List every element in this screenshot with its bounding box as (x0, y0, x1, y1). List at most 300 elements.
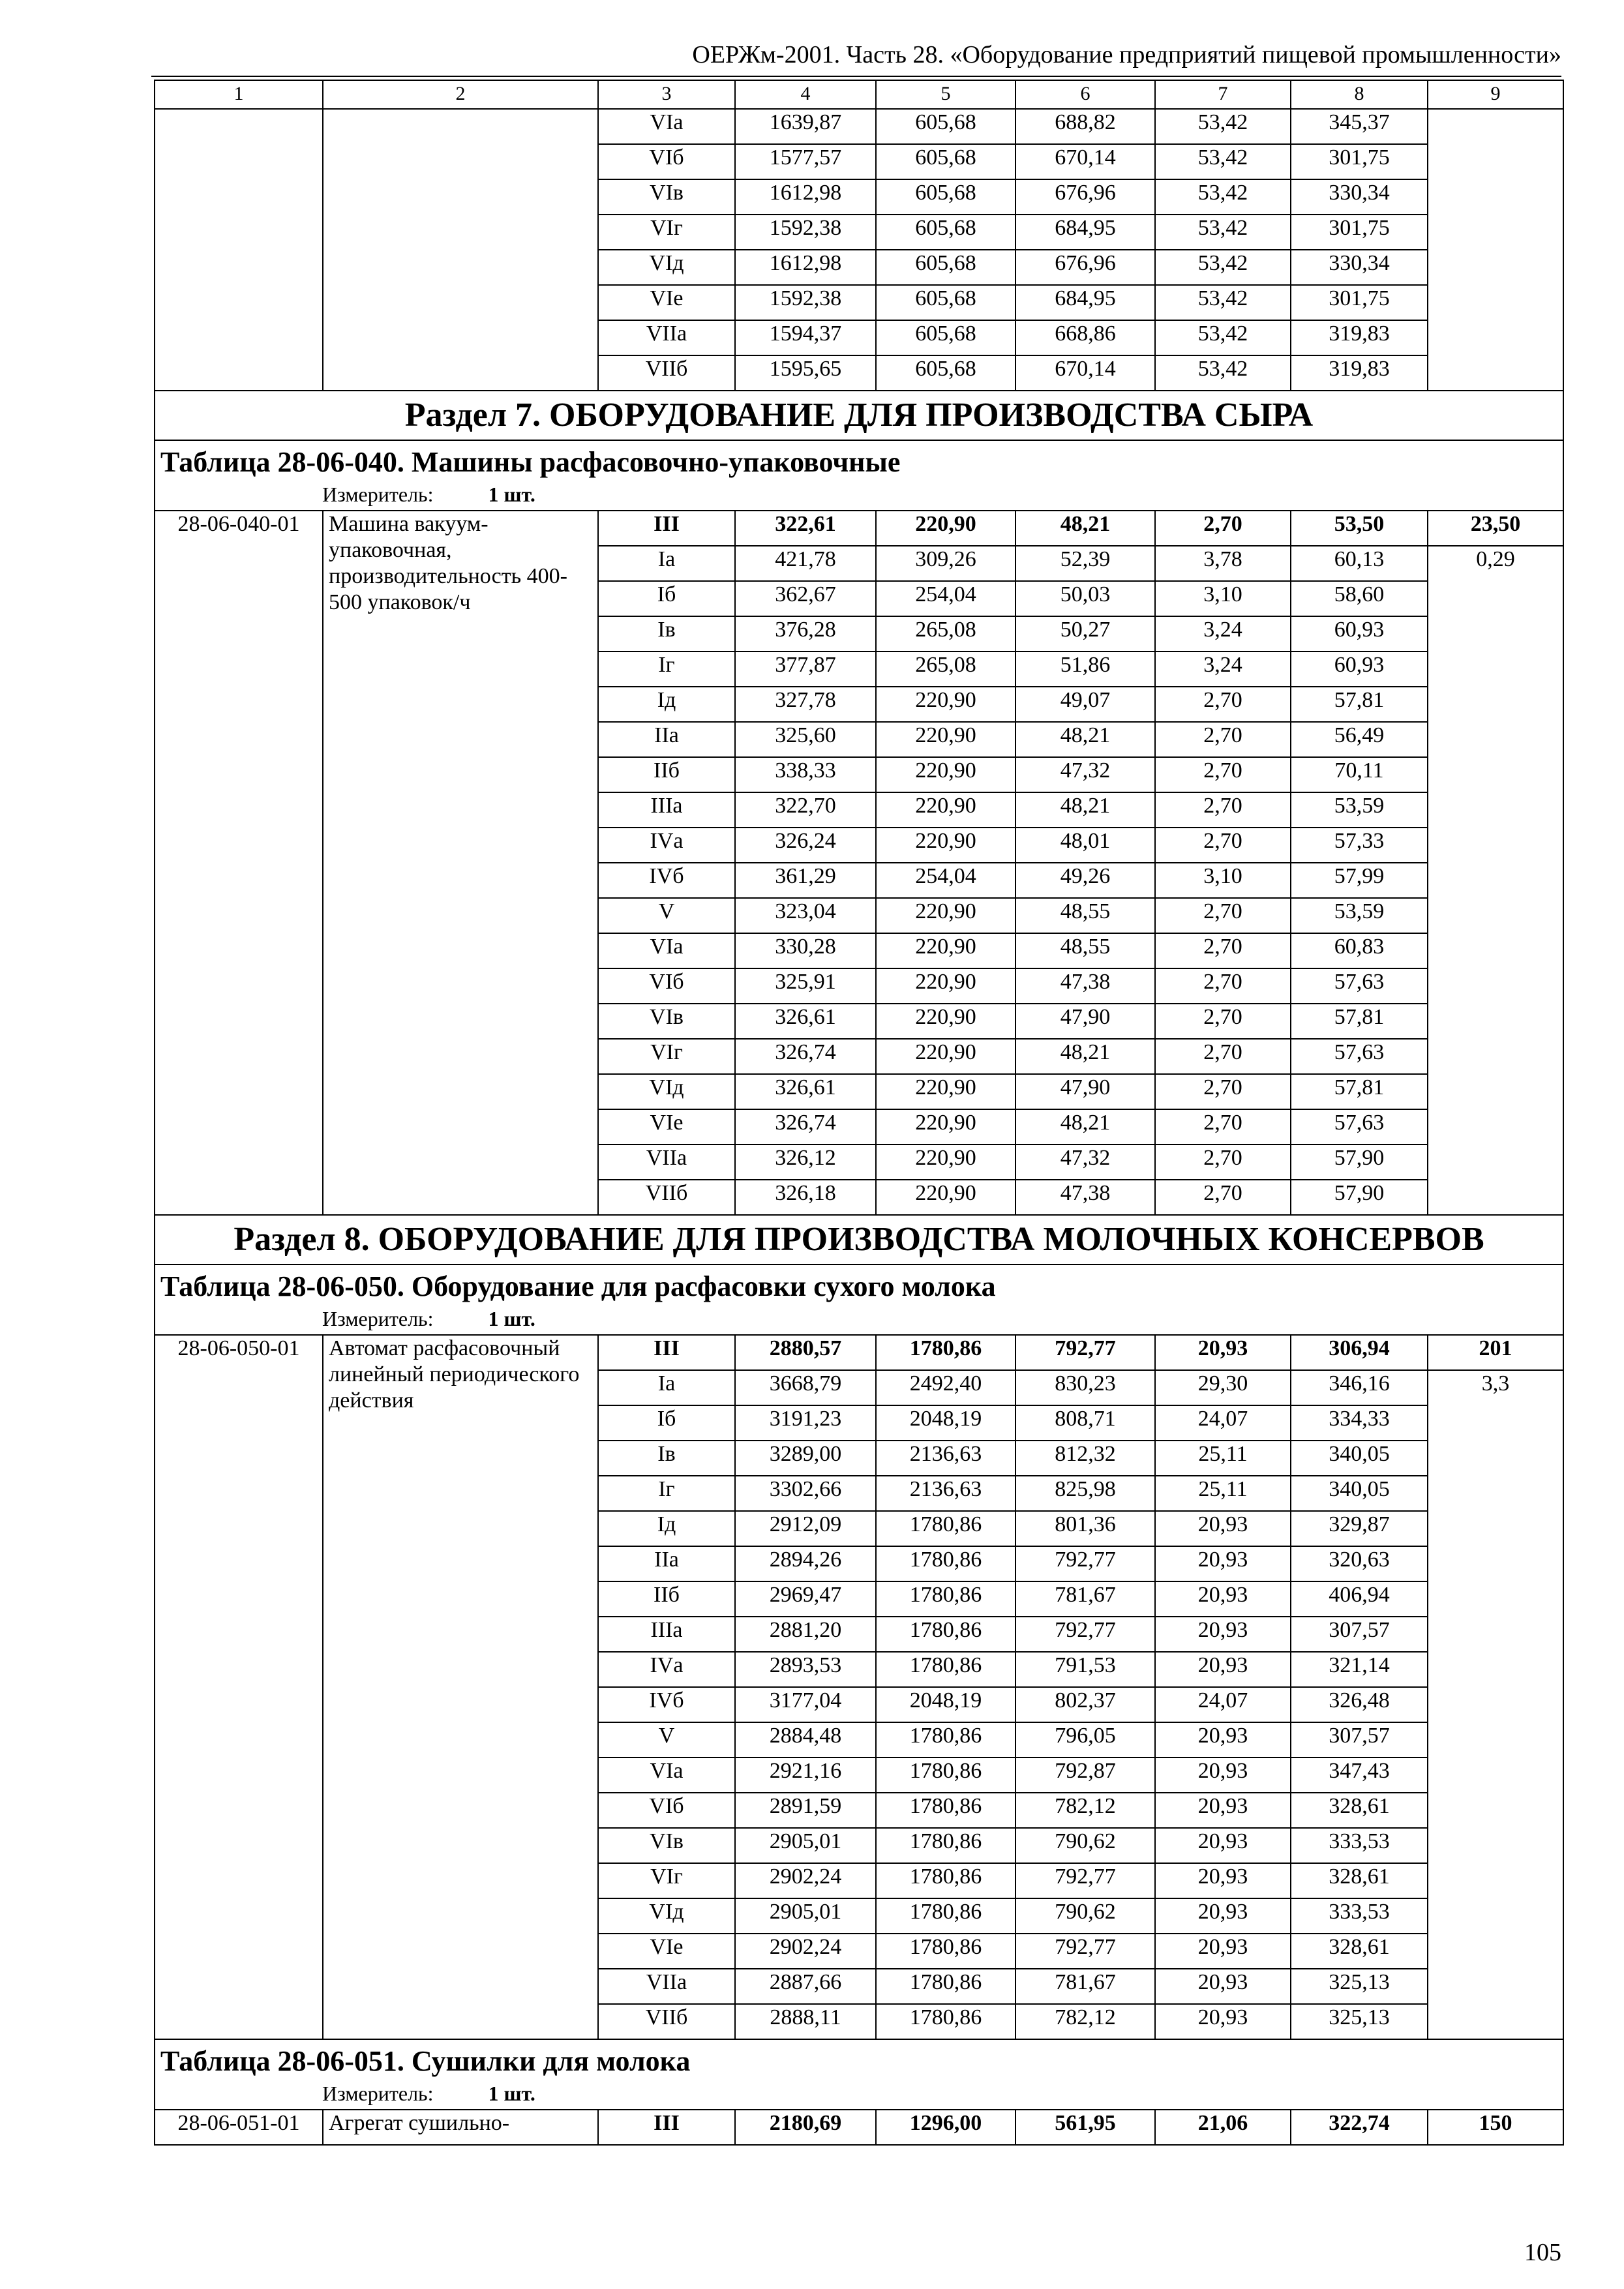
value-cell: 781,67 (1015, 1581, 1155, 1617)
region-cell: IIIа (598, 1617, 735, 1652)
value-cell: 220,90 (876, 722, 1015, 757)
value-cell: 1296,00 (876, 2110, 1015, 2145)
value-cell: 2136,63 (876, 1441, 1015, 1476)
region-cell: IVб (598, 863, 735, 898)
value-cell: 20,93 (1155, 1722, 1291, 1758)
value-cell: 307,57 (1291, 1617, 1428, 1652)
region-cell: Iб (598, 1405, 735, 1441)
value-cell: 670,14 (1015, 144, 1155, 179)
value-cell: 3302,66 (735, 1476, 876, 1511)
value-cell: 20,93 (1155, 1617, 1291, 1652)
section-title: Раздел 7. ОБОРУДОВАНИЕ ДЛЯ ПРОИЗВОДСТВА СЫРА (155, 391, 1563, 440)
value-cell: 220,90 (876, 511, 1015, 546)
value-cell: 321,14 (1291, 1652, 1428, 1687)
value-cell: 668,86 (1015, 320, 1155, 355)
region-cell: VIд (598, 1074, 735, 1109)
value-cell: 340,05 (1291, 1441, 1428, 1476)
value-cell: 325,13 (1291, 2004, 1428, 2039)
col9-cell: 0,29 (1428, 546, 1563, 1215)
value-cell: 220,90 (876, 1074, 1015, 1109)
table-title-row (155, 440, 1563, 481)
code-cell: 28-06-051-01 (155, 2110, 323, 2145)
unit-value: 1 шт. (488, 1307, 535, 1330)
value-cell: 676,96 (1015, 179, 1155, 215)
value-cell: 1595,65 (735, 355, 876, 391)
value-cell: 57,63 (1291, 1039, 1428, 1074)
region-cell: VIIа (598, 320, 735, 355)
value-cell: 2,70 (1155, 898, 1291, 933)
value-cell: 20,93 (1155, 1511, 1291, 1546)
value-cell: 2,70 (1155, 757, 1291, 792)
value-cell: 301,75 (1291, 215, 1428, 250)
value-cell: 406,94 (1291, 1581, 1428, 1617)
value-cell: 323,04 (735, 898, 876, 933)
name-cell: Машина вакуум-упаковочная, производительность 400-500 упаковок/ч (323, 511, 598, 1215)
value-cell: 792,87 (1015, 1758, 1155, 1793)
value-cell: 2,70 (1155, 968, 1291, 1004)
value-cell: 421,78 (735, 546, 876, 581)
value-cell: 2,70 (1155, 1109, 1291, 1144)
value-cell: 3191,23 (735, 1405, 876, 1441)
value-cell: 796,05 (1015, 1722, 1155, 1758)
value-cell: 48,21 (1015, 1109, 1155, 1144)
value-cell: 53,59 (1291, 792, 1428, 828)
region-cell: VIIб (598, 355, 735, 391)
unit-label: Измеритель: (322, 2082, 434, 2105)
value-cell: 319,83 (1291, 355, 1428, 391)
value-cell: 47,32 (1015, 1144, 1155, 1180)
value-cell: 70,11 (1291, 757, 1428, 792)
value-cell: 781,67 (1015, 1969, 1155, 2004)
value-cell: 53,42 (1155, 355, 1291, 391)
value-cell: 2136,63 (876, 1476, 1015, 1511)
value-cell: 53,42 (1155, 320, 1291, 355)
region-cell: VIе (598, 1934, 735, 1969)
value-cell: 2902,24 (735, 1863, 876, 1898)
value-cell: 3,10 (1155, 863, 1291, 898)
region-cell: Iд (598, 1511, 735, 1546)
value-cell: 57,33 (1291, 828, 1428, 863)
value-cell: 220,90 (876, 933, 1015, 968)
section-title: Раздел 8. ОБОРУДОВАНИЕ ДЛЯ ПРОИЗВОДСТВА МОЛОЧНЫХ КОНСЕРВОВ (155, 1215, 1563, 1264)
region-cell: VIа (598, 1758, 735, 1793)
value-cell: 220,90 (876, 968, 1015, 1004)
value-cell: 2048,19 (876, 1687, 1015, 1722)
value-cell: 2905,01 (735, 1828, 876, 1863)
value-cell: 20,93 (1155, 1828, 1291, 1863)
value-cell: 2888,11 (735, 2004, 876, 2039)
value-cell: 328,61 (1291, 1863, 1428, 1898)
unit-row (155, 2080, 1563, 2110)
value-cell: 1780,86 (876, 1758, 1015, 1793)
value-cell: 24,07 (1155, 1687, 1291, 1722)
region-cell: Iа (598, 546, 735, 581)
value-cell: 330,34 (1291, 179, 1428, 215)
header-rule (151, 76, 1561, 77)
value-cell: 2,70 (1155, 933, 1291, 968)
value-cell: 1780,86 (876, 1546, 1015, 1581)
section-title-row (155, 391, 1563, 440)
value-cell: 301,75 (1291, 285, 1428, 320)
page-number: 105 (1524, 2239, 1561, 2266)
value-cell: 20,93 (1155, 1934, 1291, 1969)
value-cell: 20,93 (1155, 2004, 1291, 2039)
value-cell: 60,93 (1291, 616, 1428, 651)
table-row (155, 2110, 1563, 2145)
region-cell: III (598, 2110, 735, 2145)
value-cell: 330,34 (1291, 250, 1428, 285)
value-cell: 48,21 (1015, 1039, 1155, 1074)
value-cell: 29,30 (1155, 1370, 1291, 1405)
value-cell: 48,55 (1015, 898, 1155, 933)
value-cell: 220,90 (876, 898, 1015, 933)
value-cell: 57,90 (1291, 1144, 1428, 1180)
value-cell: 792,77 (1015, 1546, 1155, 1581)
value-cell: 57,81 (1291, 687, 1428, 722)
column-number-row (155, 80, 1563, 109)
value-cell: 326,24 (735, 828, 876, 863)
value-cell: 265,08 (876, 616, 1015, 651)
value-cell: 53,42 (1155, 179, 1291, 215)
section-title-row (155, 1215, 1563, 1264)
value-cell: 47,90 (1015, 1074, 1155, 1109)
value-cell: 2492,40 (876, 1370, 1015, 1405)
value-cell: 220,90 (876, 1144, 1015, 1180)
col9-cell: 23,50 (1428, 511, 1563, 546)
value-cell: 57,63 (1291, 968, 1428, 1004)
value-cell: 326,48 (1291, 1687, 1428, 1722)
col9-cell: 3,3 (1428, 1370, 1563, 2039)
value-cell: 50,27 (1015, 616, 1155, 651)
value-cell: 58,60 (1291, 581, 1428, 616)
value-cell: 322,70 (735, 792, 876, 828)
value-cell: 52,39 (1015, 546, 1155, 581)
value-cell: 53,42 (1155, 109, 1291, 144)
value-cell: 220,90 (876, 1039, 1015, 1074)
unit-row (155, 1306, 1563, 1335)
value-cell: 25,11 (1155, 1441, 1291, 1476)
value-cell: 326,18 (735, 1180, 876, 1215)
value-cell: 60,93 (1291, 651, 1428, 687)
value-cell: 20,93 (1155, 1335, 1291, 1370)
region-cell: IIб (598, 757, 735, 792)
value-cell: 2891,59 (735, 1793, 876, 1828)
value-cell: 329,87 (1291, 1511, 1428, 1546)
value-cell: 2905,01 (735, 1898, 876, 1934)
value-cell: 376,28 (735, 616, 876, 651)
value-cell: 792,77 (1015, 1863, 1155, 1898)
value-cell: 49,26 (1015, 863, 1155, 898)
value-cell: 49,07 (1015, 687, 1155, 722)
value-cell: 2,70 (1155, 1004, 1291, 1039)
value-cell: 327,78 (735, 687, 876, 722)
value-cell: 2902,24 (735, 1934, 876, 1969)
value-cell: 2180,69 (735, 2110, 876, 2145)
value-cell: 325,60 (735, 722, 876, 757)
value-cell: 1612,98 (735, 179, 876, 215)
region-cell: V (598, 898, 735, 933)
value-cell: 254,04 (876, 581, 1015, 616)
value-cell: 605,68 (876, 215, 1015, 250)
value-cell: 1780,86 (876, 1652, 1015, 1687)
value-cell: 605,68 (876, 355, 1015, 391)
value-cell: 20,93 (1155, 1652, 1291, 1687)
value-cell: 3,10 (1155, 581, 1291, 616)
value-cell: 2,70 (1155, 1074, 1291, 1109)
region-cell: VIIб (598, 2004, 735, 2039)
table-title: Таблица 28-06-051. Сушилки для молока (155, 2039, 1563, 2080)
region-cell: VIд (598, 250, 735, 285)
value-cell: 1780,86 (876, 1934, 1015, 1969)
region-cell: IVа (598, 1652, 735, 1687)
value-cell: 322,74 (1291, 2110, 1428, 2145)
value-cell: 2,70 (1155, 1039, 1291, 1074)
value-cell: 53,42 (1155, 215, 1291, 250)
region-cell: VIб (598, 144, 735, 179)
region-cell: VIIа (598, 1969, 735, 2004)
region-cell: VIд (598, 1898, 735, 1934)
value-cell: 48,21 (1015, 722, 1155, 757)
value-cell: 2893,53 (735, 1652, 876, 1687)
value-cell: 60,13 (1291, 546, 1428, 581)
unit-cell (155, 481, 1563, 511)
value-cell: 220,90 (876, 1109, 1015, 1144)
table-title-row (155, 2039, 1563, 2080)
region-cell: Iв (598, 616, 735, 651)
value-cell: 684,95 (1015, 215, 1155, 250)
column-number: 8 (1291, 80, 1428, 109)
code-cell: 28-06-050-01 (155, 1335, 323, 2039)
value-cell: 20,93 (1155, 1898, 1291, 1934)
value-cell: 605,68 (876, 320, 1015, 355)
region-cell: VIб (598, 1793, 735, 1828)
value-cell: 802,37 (1015, 1687, 1155, 1722)
value-cell: 220,90 (876, 1004, 1015, 1039)
value-cell: 2880,57 (735, 1335, 876, 1370)
rates-table (154, 80, 1564, 2146)
value-cell: 1780,86 (876, 1898, 1015, 1934)
value-cell: 1577,57 (735, 144, 876, 179)
value-cell: 57,81 (1291, 1074, 1428, 1109)
value-cell: 3,24 (1155, 651, 1291, 687)
unit-row (155, 481, 1563, 511)
value-cell: 47,32 (1015, 757, 1155, 792)
column-number: 9 (1428, 80, 1563, 109)
value-cell: 791,53 (1015, 1652, 1155, 1687)
value-cell: 345,37 (1291, 109, 1428, 144)
value-cell: 2912,09 (735, 1511, 876, 1546)
value-cell: 51,86 (1015, 651, 1155, 687)
region-cell: Iа (598, 1370, 735, 1405)
unit-value: 1 шт. (488, 2082, 535, 2105)
value-cell: 792,77 (1015, 1335, 1155, 1370)
value-cell: 1612,98 (735, 250, 876, 285)
value-cell: 220,90 (876, 1180, 1015, 1215)
value-cell: 2,70 (1155, 687, 1291, 722)
value-cell: 801,36 (1015, 1511, 1155, 1546)
value-cell: 60,83 (1291, 933, 1428, 968)
region-cell: VIв (598, 1828, 735, 1863)
value-cell: 53,42 (1155, 250, 1291, 285)
value-cell: 320,63 (1291, 1546, 1428, 1581)
region-cell: Iг (598, 1476, 735, 1511)
value-cell: 25,11 (1155, 1476, 1291, 1511)
value-cell: 2,70 (1155, 828, 1291, 863)
value-cell: 220,90 (876, 687, 1015, 722)
value-cell: 48,01 (1015, 828, 1155, 863)
column-number: 1 (155, 80, 323, 109)
value-cell: 1780,86 (876, 1969, 1015, 2004)
value-cell: 790,62 (1015, 1828, 1155, 1863)
unit-cell (155, 1306, 1563, 1335)
value-cell: 306,94 (1291, 1335, 1428, 1370)
value-cell: 808,71 (1015, 1405, 1155, 1441)
value-cell: 2881,20 (735, 1617, 876, 1652)
value-cell: 2884,48 (735, 1722, 876, 1758)
value-cell: 333,53 (1291, 1898, 1428, 1934)
value-cell: 333,53 (1291, 1828, 1428, 1863)
table-row (155, 109, 1563, 144)
value-cell: 2969,47 (735, 1581, 876, 1617)
value-cell: 265,08 (876, 651, 1015, 687)
value-cell: 325,91 (735, 968, 876, 1004)
region-cell: IIIа (598, 792, 735, 828)
value-cell: 24,07 (1155, 1405, 1291, 1441)
table-title: Таблица 28-06-050. Оборудование для расфасовки сухого молока (155, 1264, 1563, 1306)
value-cell: 1594,37 (735, 320, 876, 355)
value-cell: 1592,38 (735, 215, 876, 250)
region-cell: VIа (598, 933, 735, 968)
value-cell: 2921,16 (735, 1758, 876, 1793)
value-cell: 326,12 (735, 1144, 876, 1180)
table-title-row (155, 1264, 1563, 1306)
value-cell: 328,61 (1291, 1934, 1428, 1969)
value-cell: 1780,86 (876, 1722, 1015, 1758)
region-cell: III (598, 511, 735, 546)
value-cell: 792,77 (1015, 1934, 1155, 1969)
value-cell: 340,05 (1291, 1476, 1428, 1511)
value-cell: 792,77 (1015, 1617, 1155, 1652)
column-number: 3 (598, 80, 735, 109)
value-cell: 326,74 (735, 1109, 876, 1144)
value-cell: 328,61 (1291, 1793, 1428, 1828)
table-row (155, 511, 1563, 546)
value-cell: 605,68 (876, 109, 1015, 144)
region-cell: Iг (598, 651, 735, 687)
region-cell: VIг (598, 215, 735, 250)
value-cell: 53,59 (1291, 898, 1428, 933)
running-header: ОЕРЖм-2001. Часть 28. «Оборудование предприятий пищевой промышленности» (692, 41, 1561, 68)
value-cell: 3,24 (1155, 616, 1291, 651)
value-cell: 53,50 (1291, 511, 1428, 546)
value-cell: 825,98 (1015, 1476, 1155, 1511)
unit-cell (155, 2080, 1563, 2110)
value-cell: 338,33 (735, 757, 876, 792)
value-cell: 561,95 (1015, 2110, 1155, 2145)
value-cell: 782,12 (1015, 2004, 1155, 2039)
region-cell: VIг (598, 1039, 735, 1074)
value-cell: 2,70 (1155, 722, 1291, 757)
value-cell: 334,33 (1291, 1405, 1428, 1441)
value-cell: 2048,19 (876, 1405, 1015, 1441)
value-cell: 220,90 (876, 757, 1015, 792)
value-cell: 2,70 (1155, 511, 1291, 546)
value-cell: 605,68 (876, 179, 1015, 215)
code-cell (155, 109, 323, 391)
region-cell: VIе (598, 1109, 735, 1144)
value-cell: 326,74 (735, 1039, 876, 1074)
value-cell: 47,38 (1015, 1180, 1155, 1215)
value-cell: 676,96 (1015, 250, 1155, 285)
value-cell: 322,61 (735, 511, 876, 546)
unit-value: 1 шт. (488, 483, 535, 506)
value-cell: 56,49 (1291, 722, 1428, 757)
table-title: Таблица 28-06-040. Машины расфасовочно-упаковочные (155, 440, 1563, 481)
value-cell: 1780,86 (876, 1863, 1015, 1898)
value-cell: 1780,86 (876, 1828, 1015, 1863)
value-cell: 301,75 (1291, 144, 1428, 179)
region-cell: Iд (598, 687, 735, 722)
value-cell: 20,93 (1155, 1969, 1291, 2004)
value-cell: 326,61 (735, 1074, 876, 1109)
region-cell: VIе (598, 285, 735, 320)
value-cell: 1592,38 (735, 285, 876, 320)
value-cell: 605,68 (876, 285, 1015, 320)
value-cell: 57,81 (1291, 1004, 1428, 1039)
region-cell: IIа (598, 722, 735, 757)
value-cell: 57,63 (1291, 1109, 1428, 1144)
value-cell: 1780,86 (876, 1617, 1015, 1652)
value-cell: 57,99 (1291, 863, 1428, 898)
value-cell: 47,38 (1015, 968, 1155, 1004)
column-number: 4 (735, 80, 876, 109)
table-row (155, 1335, 1563, 1370)
value-cell: 50,03 (1015, 581, 1155, 616)
value-cell: 254,04 (876, 863, 1015, 898)
value-cell: 1639,87 (735, 109, 876, 144)
column-number: 7 (1155, 80, 1291, 109)
value-cell: 220,90 (876, 792, 1015, 828)
value-cell: 605,68 (876, 250, 1015, 285)
value-cell: 346,16 (1291, 1370, 1428, 1405)
value-cell: 20,93 (1155, 1793, 1291, 1828)
region-cell: Iв (598, 1441, 735, 1476)
value-cell: 307,57 (1291, 1722, 1428, 1758)
col9-cell: 150 (1428, 2110, 1563, 2145)
value-cell: 688,82 (1015, 109, 1155, 144)
value-cell: 2887,66 (735, 1969, 876, 2004)
value-cell: 1780,86 (876, 1335, 1015, 1370)
value-cell: 830,23 (1015, 1370, 1155, 1405)
value-cell: 2894,26 (735, 1546, 876, 1581)
name-cell (323, 109, 598, 391)
value-cell: 1780,86 (876, 1511, 1015, 1546)
unit-label: Измеритель: (322, 483, 434, 506)
value-cell: 48,21 (1015, 511, 1155, 546)
value-cell: 2,70 (1155, 1180, 1291, 1215)
value-cell: 362,67 (735, 581, 876, 616)
value-cell: 670,14 (1015, 355, 1155, 391)
column-number: 6 (1015, 80, 1155, 109)
region-cell: IVа (598, 828, 735, 863)
value-cell: 20,93 (1155, 1863, 1291, 1898)
value-cell: 2,70 (1155, 792, 1291, 828)
value-cell: 330,28 (735, 933, 876, 968)
value-cell: 3289,00 (735, 1441, 876, 1476)
value-cell: 3,78 (1155, 546, 1291, 581)
value-cell: 319,83 (1291, 320, 1428, 355)
name-cell: Автомат расфасовочный линейный периодического действия (323, 1335, 598, 2039)
